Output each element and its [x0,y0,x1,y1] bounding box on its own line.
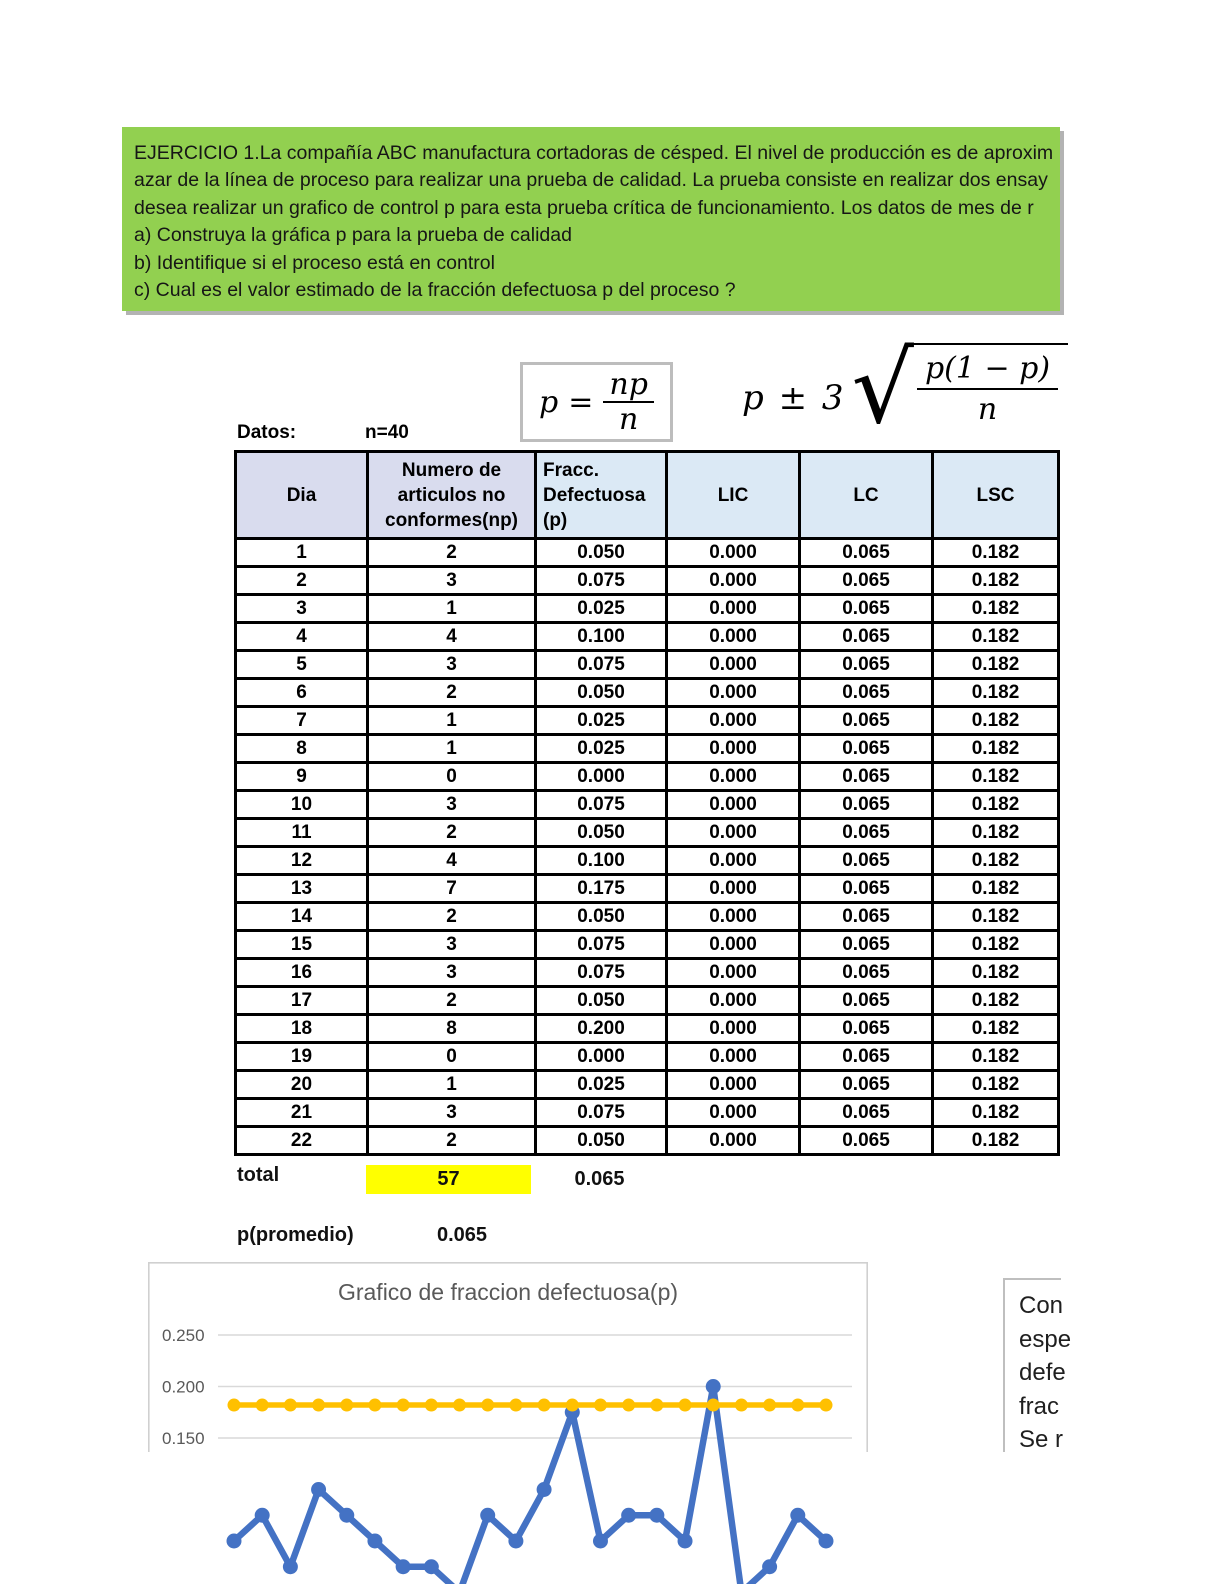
table-cell: 0.075 [536,959,667,987]
comment-line: Con [1019,1292,1064,1319]
table-cell: 0.182 [933,903,1059,931]
table-cell: 3 [368,931,536,959]
table-cell: 15 [236,931,368,959]
svg-text:0.200: 0.200 [162,1377,205,1397]
comment-line: Se r [1019,1426,1064,1453]
table-cell: 1 [368,735,536,763]
table-cell: 1 [236,539,368,567]
table-cell: 0.000 [667,819,800,847]
table-cell: 0.000 [667,791,800,819]
table-cell: 0.182 [933,1015,1059,1043]
radicand [907,343,1068,435]
table-cell: 0.065 [800,679,933,707]
table-cell: 0 [368,763,536,791]
svg-text:Grafico de fraccion defectuosa: Grafico de fraccion defectuosa(p) [337,1279,679,1305]
table-cell: 13 [236,875,368,903]
table-cell: 0.065 [800,623,933,651]
table-cell: 0.050 [536,1127,667,1155]
table-cell: 4 [368,623,536,651]
table-row [236,623,1059,651]
fraction-numerator: np [603,369,654,404]
control-chart-data-table [234,450,1060,1156]
table-cell: 0.065 [800,875,933,903]
datos-label: Datos: [237,422,297,443]
table-row [236,735,1059,763]
table-row [236,1071,1059,1099]
table-cell: 18 [236,1015,368,1043]
table-row [236,959,1059,987]
table-cell: 0.000 [667,763,800,791]
table-row [236,987,1059,1015]
table-row [236,651,1059,679]
chart-svg [148,1262,868,1452]
table-cell: 0.182 [933,1099,1059,1127]
table-cell: 0.182 [933,875,1059,903]
table-cell: 1 [368,1071,536,1099]
table-cell: 2 [368,987,536,1015]
comment-line: frac [1019,1392,1060,1420]
table-cell: 0.200 [536,1015,667,1043]
table-cell: 0.182 [933,959,1059,987]
column-header-lc: LC [800,452,933,539]
table-cell: 0.000 [667,539,800,567]
column-header-np: Numero de articulos no conformes(np) [368,452,536,539]
table-cell: 0.025 [536,595,667,623]
comment-line: espe [1019,1325,1072,1353]
table-cell: 0.000 [667,679,800,707]
table-cell: 3 [236,595,368,623]
table-cell: 0.075 [536,567,667,595]
table-cell: 0.050 [536,679,667,707]
table-cell: 0.065 [800,1099,933,1127]
formula-prefix: p ± 3 [742,378,846,418]
table-cell: 0.000 [667,1043,800,1071]
svg-text:0.250: 0.250 [162,1326,205,1345]
table-cell: 0.065 [800,1043,933,1071]
table-cell: 0.175 [536,875,667,903]
table-cell: 10 [236,791,368,819]
exercise-line: azar de la línea de proceso para realizar una prueba de calidad. La prueba consiste en realizar dos ensay [134,169,1048,192]
table-cell: 2 [236,567,368,595]
table-cell: 0.182 [933,847,1059,875]
table-row [236,1043,1059,1071]
table-cell: 0.182 [933,1071,1059,1099]
table-cell: 0.065 [800,903,933,931]
table-cell: 0.075 [536,1099,667,1127]
table-cell: 14 [236,903,368,931]
formula-p-bar [520,362,673,442]
table-row [236,595,1059,623]
table-row [236,707,1059,735]
table-cell: 0.050 [536,903,667,931]
table-cell: 0.065 [800,651,933,679]
table-cell: 0.000 [536,1043,667,1071]
table-cell: 2 [368,679,536,707]
table-cell: 0.182 [933,987,1059,1015]
table-cell: 0.100 [536,847,667,875]
square-root [851,332,1069,446]
table-cell: 3 [368,1099,536,1127]
comment-line: defe [1019,1359,1066,1386]
table-cell: 0.075 [536,651,667,679]
table-row [236,1015,1059,1043]
table-cell: 0.075 [536,931,667,959]
table-cell: 21 [236,1099,368,1127]
table-cell: 0.065 [800,847,933,875]
table-cell: 12 [236,847,368,875]
table-cell: 0.065 [800,819,933,847]
table-cell: 0.000 [667,959,800,987]
table-cell: 0.065 [800,539,933,567]
table-cell: 19 [236,1043,368,1071]
table-row [236,931,1059,959]
table-cell: 6 [236,679,368,707]
table-cell: 3 [368,567,536,595]
table-row [236,539,1059,567]
total-fraction-value: 0.065 [574,1168,625,1190]
table-cell: 0.000 [667,707,800,735]
table-cell: 0.182 [933,595,1059,623]
p-promedio-label: p(promedio) [237,1224,354,1246]
table-cell: 0.000 [667,735,800,763]
table-cell: 1 [368,595,536,623]
conclusion-text-box [1003,1278,1072,1453]
table-header-row [236,452,1059,539]
exercise-statement-box [122,127,1060,311]
table-row [236,1099,1059,1127]
formula-equals: = [568,384,594,420]
table-row [236,847,1059,875]
column-header-lsc: LSC [933,452,1059,539]
table-cell: 0.000 [536,763,667,791]
table-cell: 0.000 [667,847,800,875]
table-cell: 0.000 [667,1099,800,1127]
table-cell: 0.025 [536,1071,667,1099]
table-cell: 0.000 [667,651,800,679]
exercise-line: c) Cual es el valor estimado de la fracción defectuosa p del proceso ? [134,279,736,302]
total-label: total [237,1164,280,1186]
exercise-line: EJERCICIO 1.La compañía ABC manufactura cortadoras de césped. El nivel de producción es de aproxim [134,142,1054,164]
formula-lhs: p [539,384,559,420]
p-promedio-value: 0.065 [437,1224,488,1246]
exercise-line: a) Construya la gráfica p para la prueba de calidad [134,224,572,247]
table-row [236,1127,1059,1155]
fraction [603,366,654,437]
table-cell: 0.182 [933,707,1059,735]
p-control-chart [148,1262,868,1452]
table-cell: 4 [236,623,368,651]
table-cell: 0.065 [800,707,933,735]
table-cell: 0.065 [800,1127,933,1155]
table-row [236,567,1059,595]
exercise-line: desea realizar un grafico de control p para esta prueba crítica de funcionamiento. Los datos de mes de r [134,196,1034,219]
table-cell: 0.025 [536,735,667,763]
table-cell: 0.065 [800,959,933,987]
table-row [236,903,1059,931]
table-cell: 0.182 [933,931,1059,959]
table-cell: 11 [236,819,368,847]
table-cell: 2 [368,819,536,847]
column-header-dia: Dia [236,452,368,539]
formula-control-limits [742,332,1068,446]
exercise-line: b) Identifique si el proceso está en control [134,251,495,274]
table-cell: 4 [368,847,536,875]
table-cell: 0.000 [667,1127,800,1155]
fraction-denominator: n [977,392,998,427]
table-cell: 17 [236,987,368,1015]
table-cell: 0.065 [800,595,933,623]
table-cell: 9 [236,763,368,791]
table-cell: 0.182 [933,1127,1059,1155]
table-cell: 8 [236,735,368,763]
column-header-lic: LIC [667,452,800,539]
table-cell: 0 [368,1043,536,1071]
fraction-numerator: p(1 − p) [917,351,1058,390]
table-cell: 3 [368,651,536,679]
table-cell: 0.050 [536,539,667,567]
table-cell: 0.000 [667,987,800,1015]
table-row [236,763,1059,791]
table-cell: 8 [368,1015,536,1043]
table-cell: 2 [368,903,536,931]
table-cell: 0.182 [933,539,1059,567]
table-cell: 7 [236,707,368,735]
table-cell: 0.182 [933,819,1059,847]
svg-text:0.150: 0.150 [162,1429,205,1448]
table-cell: 0.000 [667,595,800,623]
table-cell: 0.065 [800,931,933,959]
table-row [236,875,1059,903]
table-cell: 0.075 [536,791,667,819]
table-row [236,819,1059,847]
table-row [236,791,1059,819]
table-cell: 0.000 [667,1015,800,1043]
table-cell: 0.065 [800,763,933,791]
table-cell: 0.065 [800,1015,933,1043]
table-cell: 0.100 [536,623,667,651]
table-cell: 0.025 [536,707,667,735]
table-cell: 0.182 [933,623,1059,651]
table-cell: 22 [236,1127,368,1155]
table-cell: 0.065 [800,791,933,819]
table-cell: 0.065 [800,567,933,595]
table-cell: 3 [368,959,536,987]
table-cell: 0.065 [800,1071,933,1099]
table-cell: 0.000 [667,623,800,651]
table-cell: 0.050 [536,987,667,1015]
table-cell: 0.000 [667,903,800,931]
table-row [236,679,1059,707]
table-cell: 0.182 [933,651,1059,679]
table-cell: 0.065 [800,735,933,763]
table-cell: 0.182 [933,763,1059,791]
sample-size-value: n=40 [365,422,409,443]
column-header-fraccion: Fracc. Defectuosa (p) [536,452,667,539]
table-cell: 0.182 [933,791,1059,819]
table-cell: 2 [368,1127,536,1155]
table-cell: 0.182 [933,735,1059,763]
table-cell: 3 [368,791,536,819]
total-np-highlighted: 57 [366,1165,531,1194]
table-cell: 16 [236,959,368,987]
radical-icon: √ [851,332,914,446]
fraction-denominator: n [619,402,639,437]
table-cell: 0.182 [933,1043,1059,1071]
table-cell: 2 [368,539,536,567]
table-cell: 0.000 [667,875,800,903]
table-cell: 0.050 [536,819,667,847]
table-cell: 0.000 [667,1071,800,1099]
table-cell: 0.000 [667,567,800,595]
table-cell: 0.065 [800,987,933,1015]
table-cell: 5 [236,651,368,679]
table-cell: 0.182 [933,679,1059,707]
table-cell: 0.000 [667,931,800,959]
table-cell: 1 [368,707,536,735]
table-cell: 7 [368,875,536,903]
table-cell: 0.182 [933,567,1059,595]
table-cell: 20 [236,1071,368,1099]
